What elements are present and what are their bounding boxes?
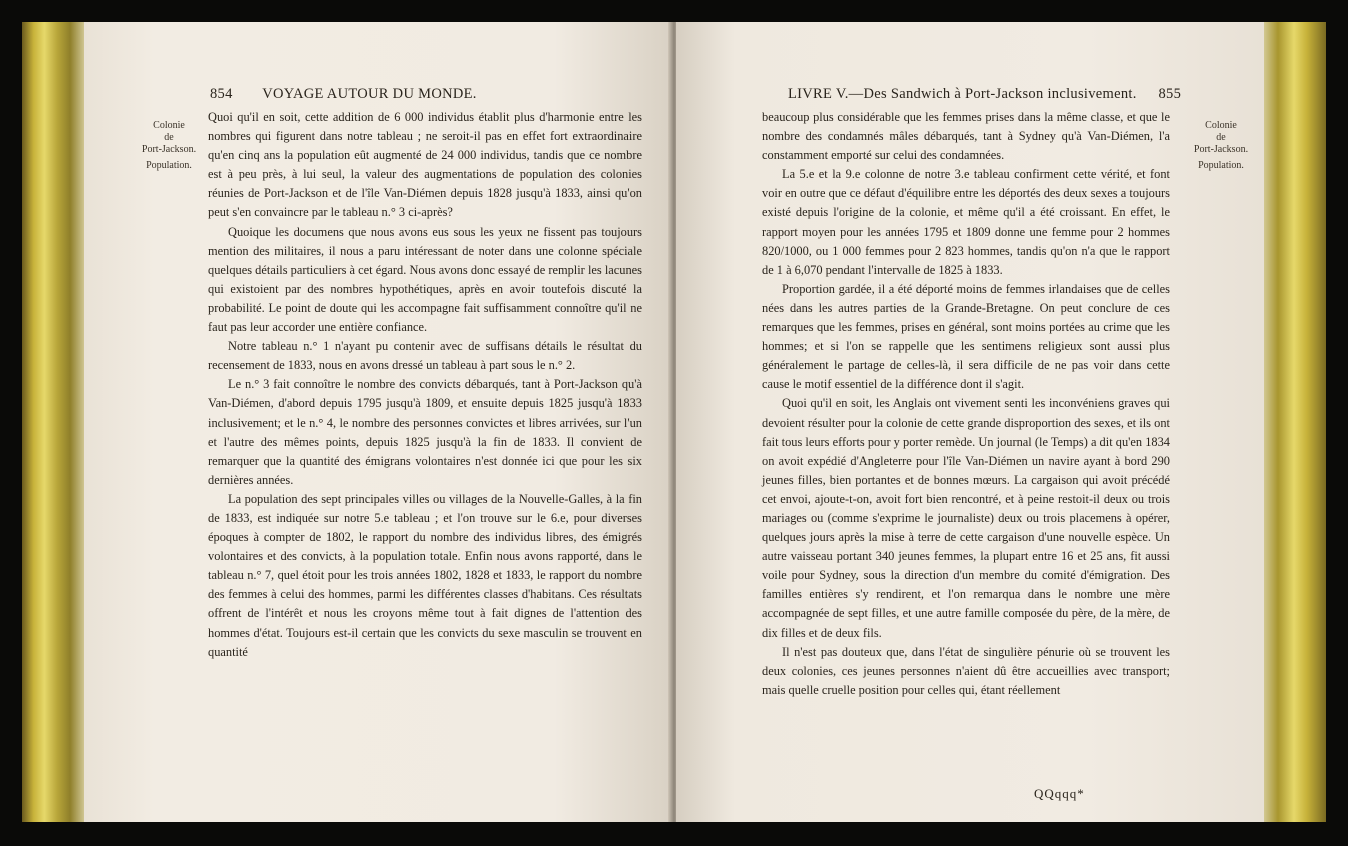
right-body-text [762,108,1170,700]
right-page-title: LIVRE V.—Des Sandwich à Port-Jackson inclusivement. [788,86,1137,102]
left-running-head [210,86,477,103]
right-margin-note: Colonie de Port-Jackson. Population. [1193,120,1249,171]
paragraph: Il n'est pas douteux que, dans l'état de singulière pénurie où se trouvent les deux colonies, ces jeunes personnes n'aient dû être accueillies avec transport; mais quelle cruelle position pour celles qui, étant réellement [762,644,1170,697]
left-page-title: VOYAGE AUTOUR DU MONDE. [262,86,477,102]
signature-mark: QQqqq* [1034,786,1085,801]
paragraph: Proportion gardée, il a été déporté moins de femmes irlandaises que de celles nées dans les autres parties de la Grande-Bretagne. On peut conclure de ces remarques que les femmes, prises en général, sont moins portées au crime que les hommes; et si l'on se rappelle que les sentimens religieux sont aussi plus généralement le partage de celles-là, il sera difficile de ne pas voir dans cette cause le motif essentiel de la différence dont il s'agit. [762,281,1170,392]
book-edge-right [1262,22,1326,822]
right-page [676,22,1264,822]
book-edge-left [22,22,86,822]
paragraph: Quoi qu'il en soit, les Anglais ont vivement senti les inconvéniens graves qui devoient résulter pour la colonie de cette grande disproportion des sexes, et ils ont fait tous leurs efforts pour y porter remède. Un journal (le Temps) a dit qu'en 1834 on avoit expédié d'Angleterre pour l'île Van-Diémen un navire ayant à bord 290 jeunes filles, bien portantes et de bonnes mœurs. La cargaison qui avoit précédé cet envoi, ajoute-t-on, avoit fort bien rencontré, et à peine restoit-il deux ou trois mariages ou (comme s'exprime le journaliste) deux ou trois placemens à opérer, quelques jours après la mise à terre de cette cargaison d'une nouvelle espèce. Un autre vaisseau portant 340 jeunes femmes, la plupart entre 16 et 25 ans, fit aussi voile pour Sydney, sous la direction d'un membre du comité d'émigration. Des familles entières s'y rendirent, et l'on remarqua dans le nombre une mère accompagnée de sept filles, et une autre famille composée du père, de la mère, de dix filles et de deux fils. [762,396,1170,640]
right-running-head [788,86,1181,103]
left-page-number: 854 [210,86,233,102]
paragraph: Notre tableau n.° 1 n'ayant pu contenir avec de suffisans détails le résultat du recensement de 1833, nous en avons dressé un tableau à part sous le n.° 2. [208,339,642,373]
paragraph: beaucoup plus considérable que les femmes prises dans la même classe, et que le nombre des condamnés mâles débarqués, tant à Sydney qu'à Van-Diémen, l'a constamment emporté sur celui des condamnées. [762,110,1170,163]
paragraph: La 5.e et la 9.e colonne de notre 3.e tableau confirment cette vérité, et font voir en outre que ce défaut d'équilibre entre les déportés des deux sexes a toujours existé depuis l'origine de la colonie, et même qu'il a été croissant. En effet, le rapport moyen pour les années 1795 et 1809 donne une femme pour 2 hommes 820/1000, ou 1 000 femmes pour 2 823 hommes, tandis qu'on n'a que le rapport de 1 à 6,070 pendant l'intervalle de 1825 à 1833. [762,167,1170,277]
paragraph: La population des sept principales villes ou villages de la Nouvelle-Galles, à la fin de 1833, est indiquée sur notre 5.e tableau ; et l'on trouve sur le 6.e, pour diverses époques à compter de 1802, le rapport du nombre des individus libres, des émigrés volontaires et des convicts, à la population totale. Enfin nous avons rapporté, dans le tableau n.° 7, quel étoit pour les trois années 1802, 1828 et 1833, le rapport du nombre des femmes à celui des hommes, parmi les différentes classes d'habitans. Ces résultats offrent de l'intérêt et nous les croyons même tout à fait dignes de l'attention des hommes d'état. Toujours est-il certain que les convicts du sexe masculin se trouvent en quantité [208,491,642,659]
paragraph: Quoi qu'il en soit, cette addition de 6 000 individus établit plus d'harmonie entre les nombres qui figurent dans notre tableau ; ne seroit-il pas en effet fort extraordinaire qu'en cinq ans la population eût augmenté de 24 000 individus, tandis que ce nombre est à peu près, à lui seul, la valeur des augmentations de population des colonies réunies de Port-Jackson et de l'île Van-Diémen depuis 1828 jusqu'à 1833, ainsi qu'on peut s'en convaincre par le tableau n.° 3 ci-après? [208,110,642,220]
left-page [84,22,672,822]
right-page-number: 855 [1158,86,1182,102]
paragraph: Quoique les documens que nous avons eus sous les yeux ne fissent pas toujours mention des militaires, il nous a paru intéressant de noter dans une colonne spéciale quelques détails particuliers à cet égard. Nous avons donc essayé de remplir les lacunes qui existoient par des nombres hypothétiques, après en avoir toutefois discuté la probabilité. Le point de doute qui les accompagne fait suffisamment connoître qu'il ne faut pas leur accorder une entière confiance. [208,224,642,335]
left-body-text [208,108,642,662]
paragraph: Le n.° 3 fait connoître le nombre des convicts débarqués, tant à Port-Jackson qu'à Van-Diémen, d'abord depuis 1795 jusqu'à 1809, et ensuite depuis 1825 jusqu'à 1833 inclusivement; et le n.° 4, le nombre des personnes convictes et libres arrivées, sur l'un et l'autre des mêmes points, depuis 1825 jusqu'à la fin de 1833. Il convient de remarquer que la quantité des émigrans volontaires n'est donnée ici que pour les six dernières années. [208,377,642,487]
left-margin-note: Colonie de Port-Jackson. Population. [141,120,197,171]
